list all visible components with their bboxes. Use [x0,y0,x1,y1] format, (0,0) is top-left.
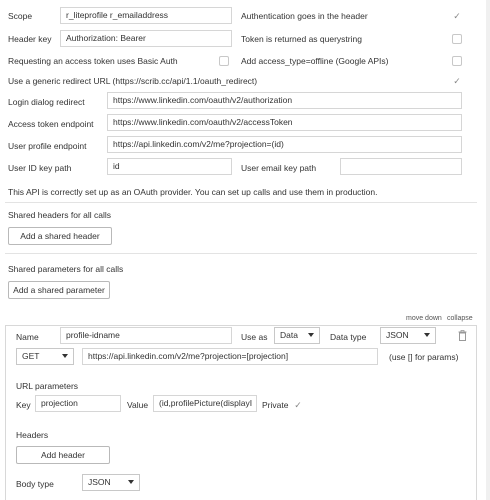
collapse-link[interactable]: collapse [447,315,473,322]
shared-headers-title: Shared headers for all calls [8,210,112,220]
header-key-label: Header key [8,34,52,44]
token-querystring-label: Token is returned as querystring [241,34,362,44]
chevron-down-icon [308,333,314,337]
divider [5,253,477,254]
use-as-value: Data [280,330,298,340]
param-value-input[interactable]: (id,profilePicture(displayI [153,395,257,412]
login-redirect-input[interactable]: https://www.linkedin.com/oauth/v2/authorization [107,92,462,109]
call-name-input[interactable]: profile-idname [60,327,232,344]
call-name-label: Name [16,332,39,342]
body-type-value: JSON [88,477,111,487]
chevron-down-icon [424,333,430,337]
user-id-label: User ID key path [8,163,72,173]
add-header-button[interactable]: Add header [16,446,110,464]
move-down-link[interactable]: move down [406,315,442,322]
scope-label: Scope [8,11,33,21]
private-checkbox[interactable] [293,400,303,410]
basic-auth-checkbox[interactable] [219,56,229,66]
login-redirect-label: Login dialog redirect [8,97,85,107]
params-hint: (use [] for params) [389,352,459,362]
header-key-input[interactable]: Authorization: Bearer [60,30,232,47]
add-shared-header-button[interactable]: Add a shared header [8,227,112,245]
offline-label: Add access_type=offline (Google APIs) [241,56,389,66]
scrollbar[interactable] [486,0,490,500]
user-profile-input[interactable]: https://api.linkedin.com/v2/me?projection=(id) [107,136,462,153]
check-icon: ✓ [453,76,461,86]
generic-redirect-checkbox[interactable] [452,76,462,86]
body-type-label: Body type [16,479,54,489]
user-id-input[interactable]: id [107,158,232,175]
url-parameters-title: URL parameters [16,381,79,391]
basic-auth-label: Requesting an access token uses Basic Auth [8,56,178,66]
offline-checkbox[interactable] [452,56,462,66]
use-as-select[interactable] [274,327,320,344]
trash-icon[interactable] [458,330,467,341]
divider [5,202,477,203]
method-value: GET [22,351,40,361]
param-key-input[interactable]: projection [35,395,121,412]
data-type-select[interactable] [380,327,436,344]
body-type-select[interactable] [82,474,140,491]
private-label: Private [262,400,289,410]
use-as-label: Use as [241,332,268,342]
chevron-down-icon [62,354,68,358]
token-querystring-checkbox[interactable] [452,34,462,44]
chevron-down-icon [128,480,134,484]
user-profile-label: User profile endpoint [8,141,87,151]
auth-header-checkbox[interactable] [452,11,462,21]
access-token-input[interactable]: https://www.linkedin.com/oauth/v2/accessToken [107,114,462,131]
method-select[interactable] [16,348,74,365]
add-shared-parameter-button[interactable]: Add a shared parameter [8,281,110,299]
user-email-input[interactable] [340,158,462,175]
value-label: Value [127,400,149,410]
call-url-input[interactable]: https://api.linkedin.com/v2/me?projection=[projection] [82,348,378,365]
scope-input[interactable]: r_liteprofile r_emailaddress [60,7,232,24]
shared-params-title: Shared parameters for all calls [8,264,124,274]
user-email-label: User email key path [241,163,317,173]
generic-redirect-label: Use a generic redirect URL (https://scrib.cc/api/1.1/oauth_redirect) [8,76,258,86]
key-label: Key [16,400,31,410]
data-type-value: JSON [386,330,409,340]
status-text: This API is correctly set up as an OAuth provider. You can set up calls and use them in production. [8,187,378,197]
data-type-label: Data type [330,332,367,342]
access-token-label: Access token endpoint [8,119,94,129]
check-icon: ✓ [294,400,302,410]
check-icon: ✓ [453,11,461,21]
auth-header-label: Authentication goes in the header [241,11,368,21]
headers-title: Headers [16,430,49,440]
